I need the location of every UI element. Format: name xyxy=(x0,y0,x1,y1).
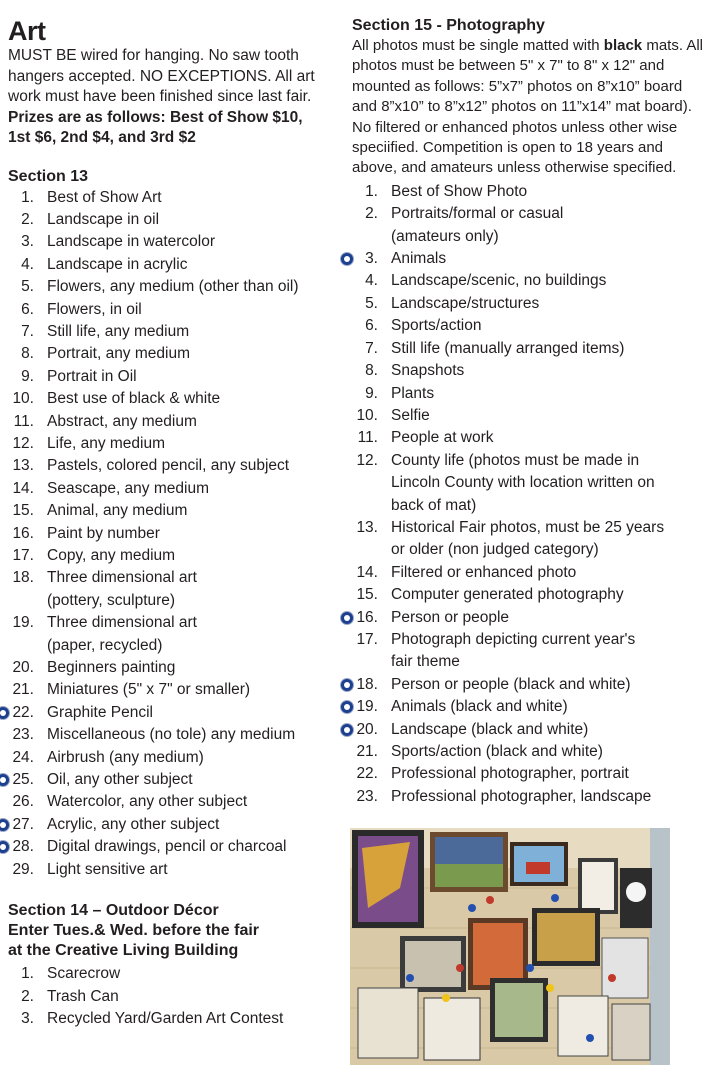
list-item: 10. Selfie xyxy=(356,406,430,424)
list-item: 25. Oil, any other subject xyxy=(8,769,338,791)
list-item: 10. Best use of black & white xyxy=(12,390,221,408)
section-14-sub-2: at the Creative Living Building xyxy=(8,942,239,960)
list-item: 24. Airbrush (any medium) xyxy=(12,748,204,766)
list-item: 18. Three dimensional art (pottery, sculpture) xyxy=(12,569,197,609)
list-item: 17. Copy, any medium xyxy=(12,547,176,564)
section-14-list xyxy=(8,963,338,1030)
list-item: 16. Person or people xyxy=(352,607,707,629)
list-item: 11. Abstract, any medium xyxy=(13,412,197,430)
list-item: 12. County life (photos must be made in Lincoln County with location written on back of mat) xyxy=(356,451,655,514)
list-item: 3. Animals xyxy=(352,248,707,270)
list-item: 28. Digital drawings, pencil or charcoal xyxy=(8,836,338,858)
list-item: 9. Plants xyxy=(365,384,435,402)
list-item: 17. Photograph depicting current year's fair theme xyxy=(356,630,636,671)
section-15-heading: Section 15 - Photography xyxy=(352,17,545,34)
list-item: 2. Landscape in oil xyxy=(21,210,160,228)
list-item: 7. Still life, any medium xyxy=(21,322,190,340)
list-item: 21. Miniatures (5" x 7" or smaller) xyxy=(12,681,251,699)
list-item: 4. Landscape in acrylic xyxy=(21,255,188,273)
list-item: 22. Graphite Pencil xyxy=(8,702,338,724)
prizes-line-2: 1st $6, 2nd $4, and 3rd $2 xyxy=(8,129,196,146)
list-item: 2. Trash Can xyxy=(21,987,119,1005)
photography-column xyxy=(352,0,707,808)
list-item: 5. Landscape/structures xyxy=(365,294,540,312)
list-item: 22. Professional photographer, portrait xyxy=(356,765,629,783)
list-item: 9. Portrait in Oil xyxy=(21,367,137,385)
list-item: 29. Light sensitive art xyxy=(12,860,168,878)
list-item: 8. Portrait, any medium xyxy=(21,345,190,363)
list-item: 16. Paint by number xyxy=(12,524,160,542)
list-item: 20. Landscape (black and white) xyxy=(352,719,707,741)
list-item: 5. Flowers, any medium (other than oil) xyxy=(21,278,299,296)
section-13-list xyxy=(8,187,338,882)
list-item: 13. Historical Fair photos, must be 25 years or older (non judged category) xyxy=(356,518,665,559)
list-item: 1. Best of Show Art xyxy=(21,188,162,206)
list-item: 27. Acrylic, any other subject xyxy=(8,814,338,836)
list-item: 14. Filtered or enhanced photo xyxy=(356,563,577,581)
list-item: 13. Pastels, colored pencil, any subject xyxy=(12,457,290,475)
list-item: 8. Snapshots xyxy=(365,362,465,380)
section-15-list xyxy=(352,181,707,808)
list-item: 6. Flowers, in oil xyxy=(21,300,142,318)
section-15-intro: All photos must be single matted with black mats. All photos must be between 5" x 7" to 8" x 12" and mounted as follows: 5”x7” photos on 8”x10” board and 8”x10” to 8”x12” photos on 11”x14” mat board). No filtered or enhanced photos unless other wise speciified. Competition is open to 18 years and above, and amateurs unless otherwise specified. xyxy=(352,37,704,177)
list-item: 2. Portraits/formal or casual (amateurs only) xyxy=(365,205,564,245)
list-item: 19. Three dimensional art (paper, recycled) xyxy=(12,614,197,654)
list-item: 11. People at work xyxy=(357,429,494,447)
list-item: 1. Best of Show Photo xyxy=(365,182,528,200)
section-14-sub-1: Enter Tues.& Wed. before the fair xyxy=(8,922,260,940)
list-item: 14. Seascape, any medium xyxy=(12,479,209,497)
list-item: 7. Still life (manually arranged items) xyxy=(365,339,625,357)
list-item: 12. Life, any medium xyxy=(12,434,166,452)
list-item: 1. Scarecrow xyxy=(21,965,121,983)
list-item: 26. Watercolor, any other subject xyxy=(12,793,248,811)
art-column xyxy=(8,0,338,1030)
list-item: 23. Miscellaneous (no tole) any medium xyxy=(12,726,296,744)
list-item: 18. Person or people (black and white) xyxy=(352,674,707,696)
list-item: 19. Animals (black and white) xyxy=(352,696,707,718)
list-item: 20. Beginners painting xyxy=(12,659,176,677)
prizes-line-1: Prizes are as follows: Best of Show $10, xyxy=(8,108,303,126)
list-item: 21. Sports/action (black and white) xyxy=(356,743,603,760)
art-display-illustration xyxy=(350,828,670,1065)
art-intro: MUST BE wired for hanging. No saw tooth hangers accepted. NO EXCEPTIONS. All art work must have been finished since last fair. xyxy=(8,47,315,105)
list-item: 6. Sports/action xyxy=(365,317,482,335)
section-13-heading: Section 13 xyxy=(8,167,89,185)
list-item: 23. Professional photographer, landscape xyxy=(356,787,652,805)
list-item: 15. Computer generated photography xyxy=(356,586,624,604)
art-title: Art xyxy=(8,16,46,46)
list-item: 3. Landscape in watercolor xyxy=(21,233,216,251)
art-display-photo xyxy=(350,828,670,1065)
list-item: 4. Landscape/scenic, no buildings xyxy=(365,272,607,290)
list-item: 15. Animal, any medium xyxy=(12,502,188,520)
list-item: 3. Recycled Yard/Garden Art Contest xyxy=(21,1009,284,1027)
section-14-heading: Section 14 – Outdoor Décor xyxy=(8,902,219,920)
